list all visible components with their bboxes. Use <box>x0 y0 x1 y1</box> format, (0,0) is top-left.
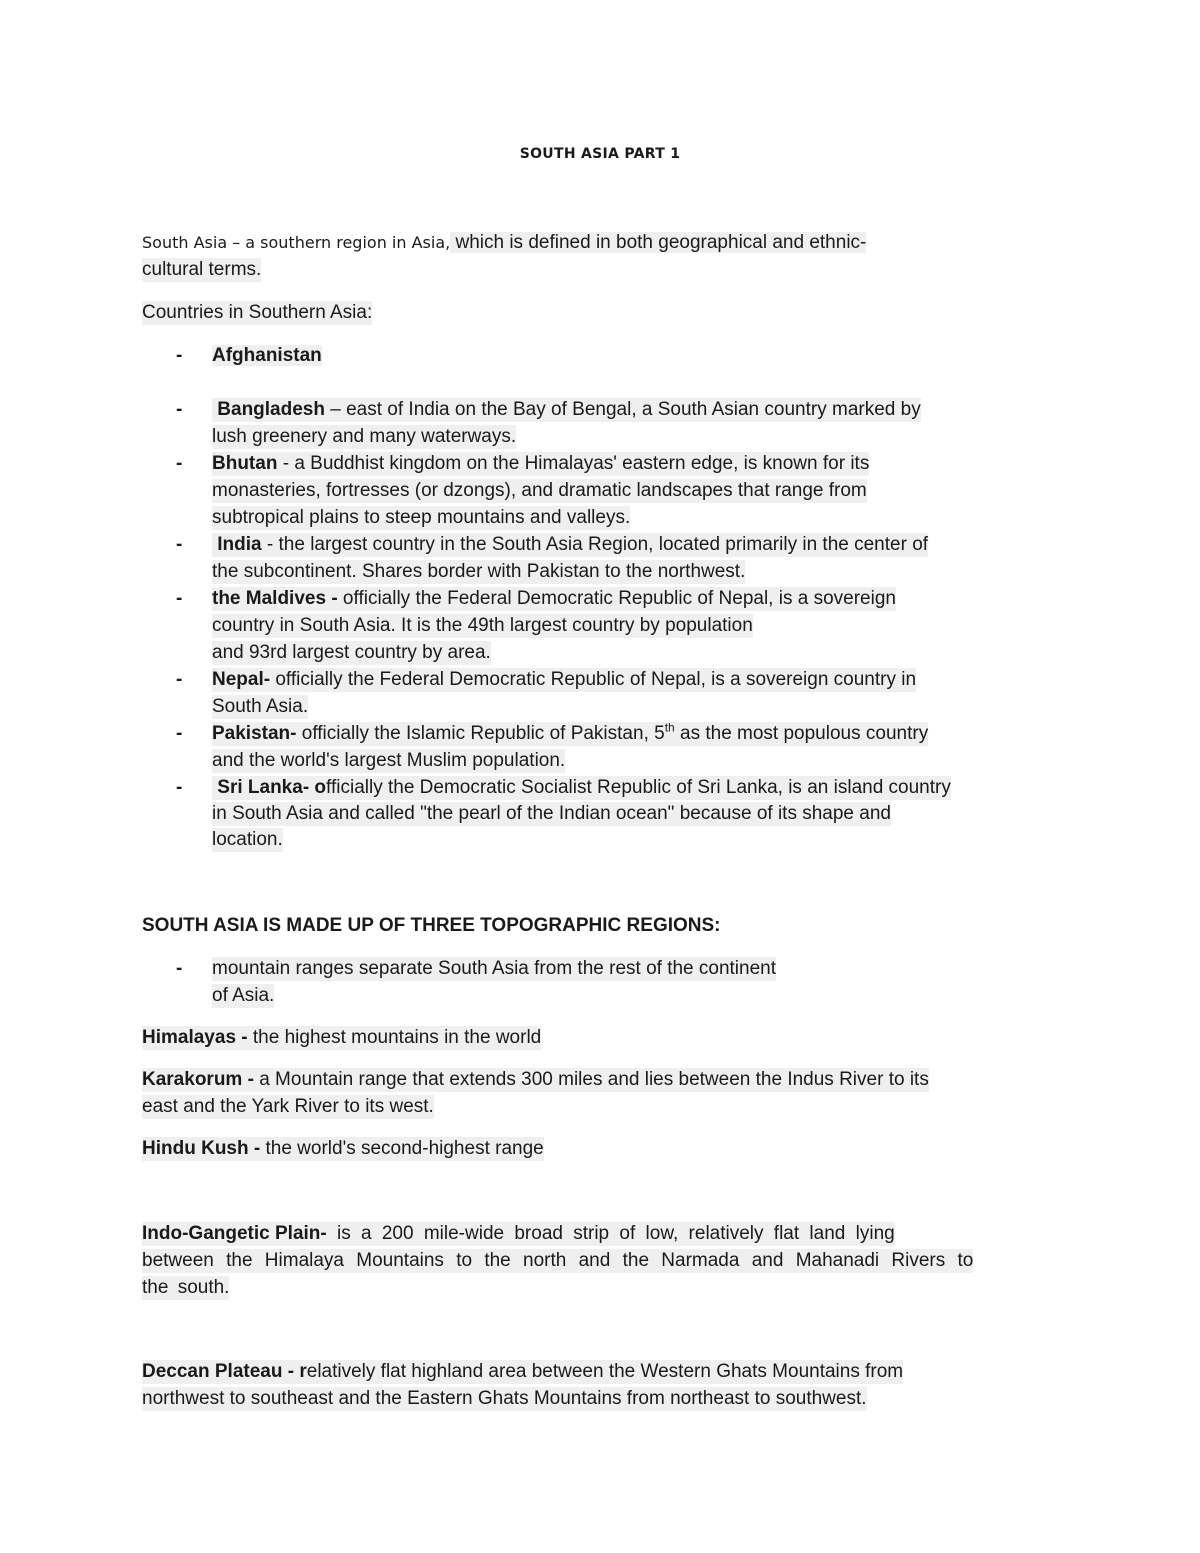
term-desc: the world's second-highest range <box>260 1138 544 1159</box>
mountains-intro-line-2: of Asia. <box>212 985 275 1006</box>
bullet-dash: - <box>176 399 183 420</box>
country-desc-line: and 93rd largest country by area. <box>212 642 491 663</box>
countries-heading: Countries in Southern Asia: <box>142 302 373 323</box>
list-item-bangladesh <box>212 398 921 422</box>
country-desc-line: country in South Asia. It is the 49th largest country by population <box>212 615 753 636</box>
country-desc-line: subtropical plains to steep mountains and valleys. <box>212 507 631 528</box>
country-desc: - the largest country in the South Asia Region, located primarily in the center of <box>261 534 929 555</box>
list-item-nepal <box>212 668 916 692</box>
term-desc-line: the south. <box>142 1277 230 1298</box>
country-name: India <box>217 534 262 555</box>
country-name: Bangladesh <box>217 399 325 420</box>
term: Himalayas - <box>142 1027 248 1048</box>
page-title: SOUTH ASIA PART 1 <box>519 146 681 162</box>
bullet-dash: - <box>176 345 183 366</box>
country-desc: – east of India on the Bay of Bengal, a South Asian country marked by <box>324 399 921 420</box>
bullet-dash: - <box>176 777 183 798</box>
country-desc-line: in South Asia and called "the pearl of the Indian ocean" because of its shape and <box>212 803 891 824</box>
list-item-bhutan <box>212 452 869 476</box>
country-desc-line: lush greenery and many waterways. <box>212 426 517 447</box>
country-desc: fficially the Democratic Socialist Republic of Sri Lanka, is an island country <box>326 777 951 798</box>
country-desc: as the most populous country <box>674 723 929 744</box>
term-desc-line: east and the Yark River to its west. <box>142 1096 434 1117</box>
bullet-dash: - <box>176 588 183 609</box>
term: Deccan Plateau - r <box>142 1361 307 1382</box>
term-desc: elatively flat highland area between the Western Ghats Mountains from <box>306 1361 904 1382</box>
bullet-dash: - <box>176 723 183 744</box>
term-desc-line: northwest to southeast and the Eastern Ghats Mountains from northeast to southwest. <box>142 1388 867 1409</box>
country-desc: - a Buddhist kingdom on the Himalayas' eastern edge, is known for its <box>277 453 870 474</box>
term-desc: a Mountain range that extends 300 miles and lies between the Indus River to its <box>253 1069 929 1090</box>
karakorum-entry <box>142 1068 929 1092</box>
intro-line-1 <box>142 231 866 255</box>
term-desc: is a 200 mile-wide broad strip of low, relatively flat land lying <box>326 1223 895 1244</box>
country-name: Afghanistan <box>212 345 322 366</box>
intro-term: South Asia – a southern region in Asia, <box>142 233 451 252</box>
country-name: Nepal- <box>212 669 271 690</box>
country-desc-line: location. <box>212 829 283 850</box>
term: Hindu Kush - <box>142 1138 261 1159</box>
himalayas-entry <box>142 1026 541 1050</box>
country-desc: officially the Islamic Republic of Pakistan, 5 <box>296 723 665 744</box>
mountains-intro-line-1: mountain ranges separate South Asia from the rest of the continent <box>212 958 777 979</box>
term-desc: the highest mountains in the world <box>247 1027 542 1048</box>
country-desc-line: and the world's largest Muslim population. <box>212 750 566 771</box>
regions-heading: SOUTH ASIA IS MADE UP OF THREE TOPOGRAPHIC REGIONS: <box>142 915 721 936</box>
country-desc: officially the Federal Democratic Republic of Nepal, is a sovereign <box>337 588 896 609</box>
list-item-srilanka <box>212 776 951 800</box>
country-desc-line: monasteries, fortresses (or dzongs), and dramatic landscapes that range from <box>212 480 867 501</box>
hindukush-entry <box>142 1137 544 1161</box>
country-name: Sri Lanka- o <box>217 777 327 798</box>
bullet-dash: - <box>176 669 183 690</box>
indogangetic-entry <box>142 1222 895 1246</box>
bullet-dash: - <box>176 453 183 474</box>
country-desc-line: South Asia. <box>212 696 309 717</box>
bullet-dash: - <box>176 534 183 555</box>
ordinal-suffix: th <box>664 720 675 735</box>
country-name: the Maldives - <box>212 588 338 609</box>
deccan-entry <box>142 1360 903 1384</box>
list-item-afghanistan <box>212 344 322 368</box>
intro-line-2: cultural terms. <box>142 259 262 280</box>
country-desc: officially the Federal Democratic Republic of Nepal, is a sovereign country in <box>270 669 917 690</box>
list-item-india <box>212 533 928 557</box>
term: Indo-Gangetic Plain- <box>142 1223 327 1244</box>
country-name: Pakistan- <box>212 723 297 744</box>
term-desc-line: between the Himalaya Mountains to the north and the Narmada and Mahanadi Rivers to <box>142 1250 974 1271</box>
intro-text: which is defined in both geographical and ethnic- <box>450 232 867 253</box>
country-desc-line: the subcontinent. Shares border with Pakistan to the northwest. <box>212 561 746 582</box>
list-item-maldives <box>212 587 896 611</box>
term: Karakorum - <box>142 1069 254 1090</box>
list-item-pakistan <box>212 722 928 746</box>
country-name: Bhutan <box>212 453 278 474</box>
bullet-dash: - <box>176 958 183 979</box>
